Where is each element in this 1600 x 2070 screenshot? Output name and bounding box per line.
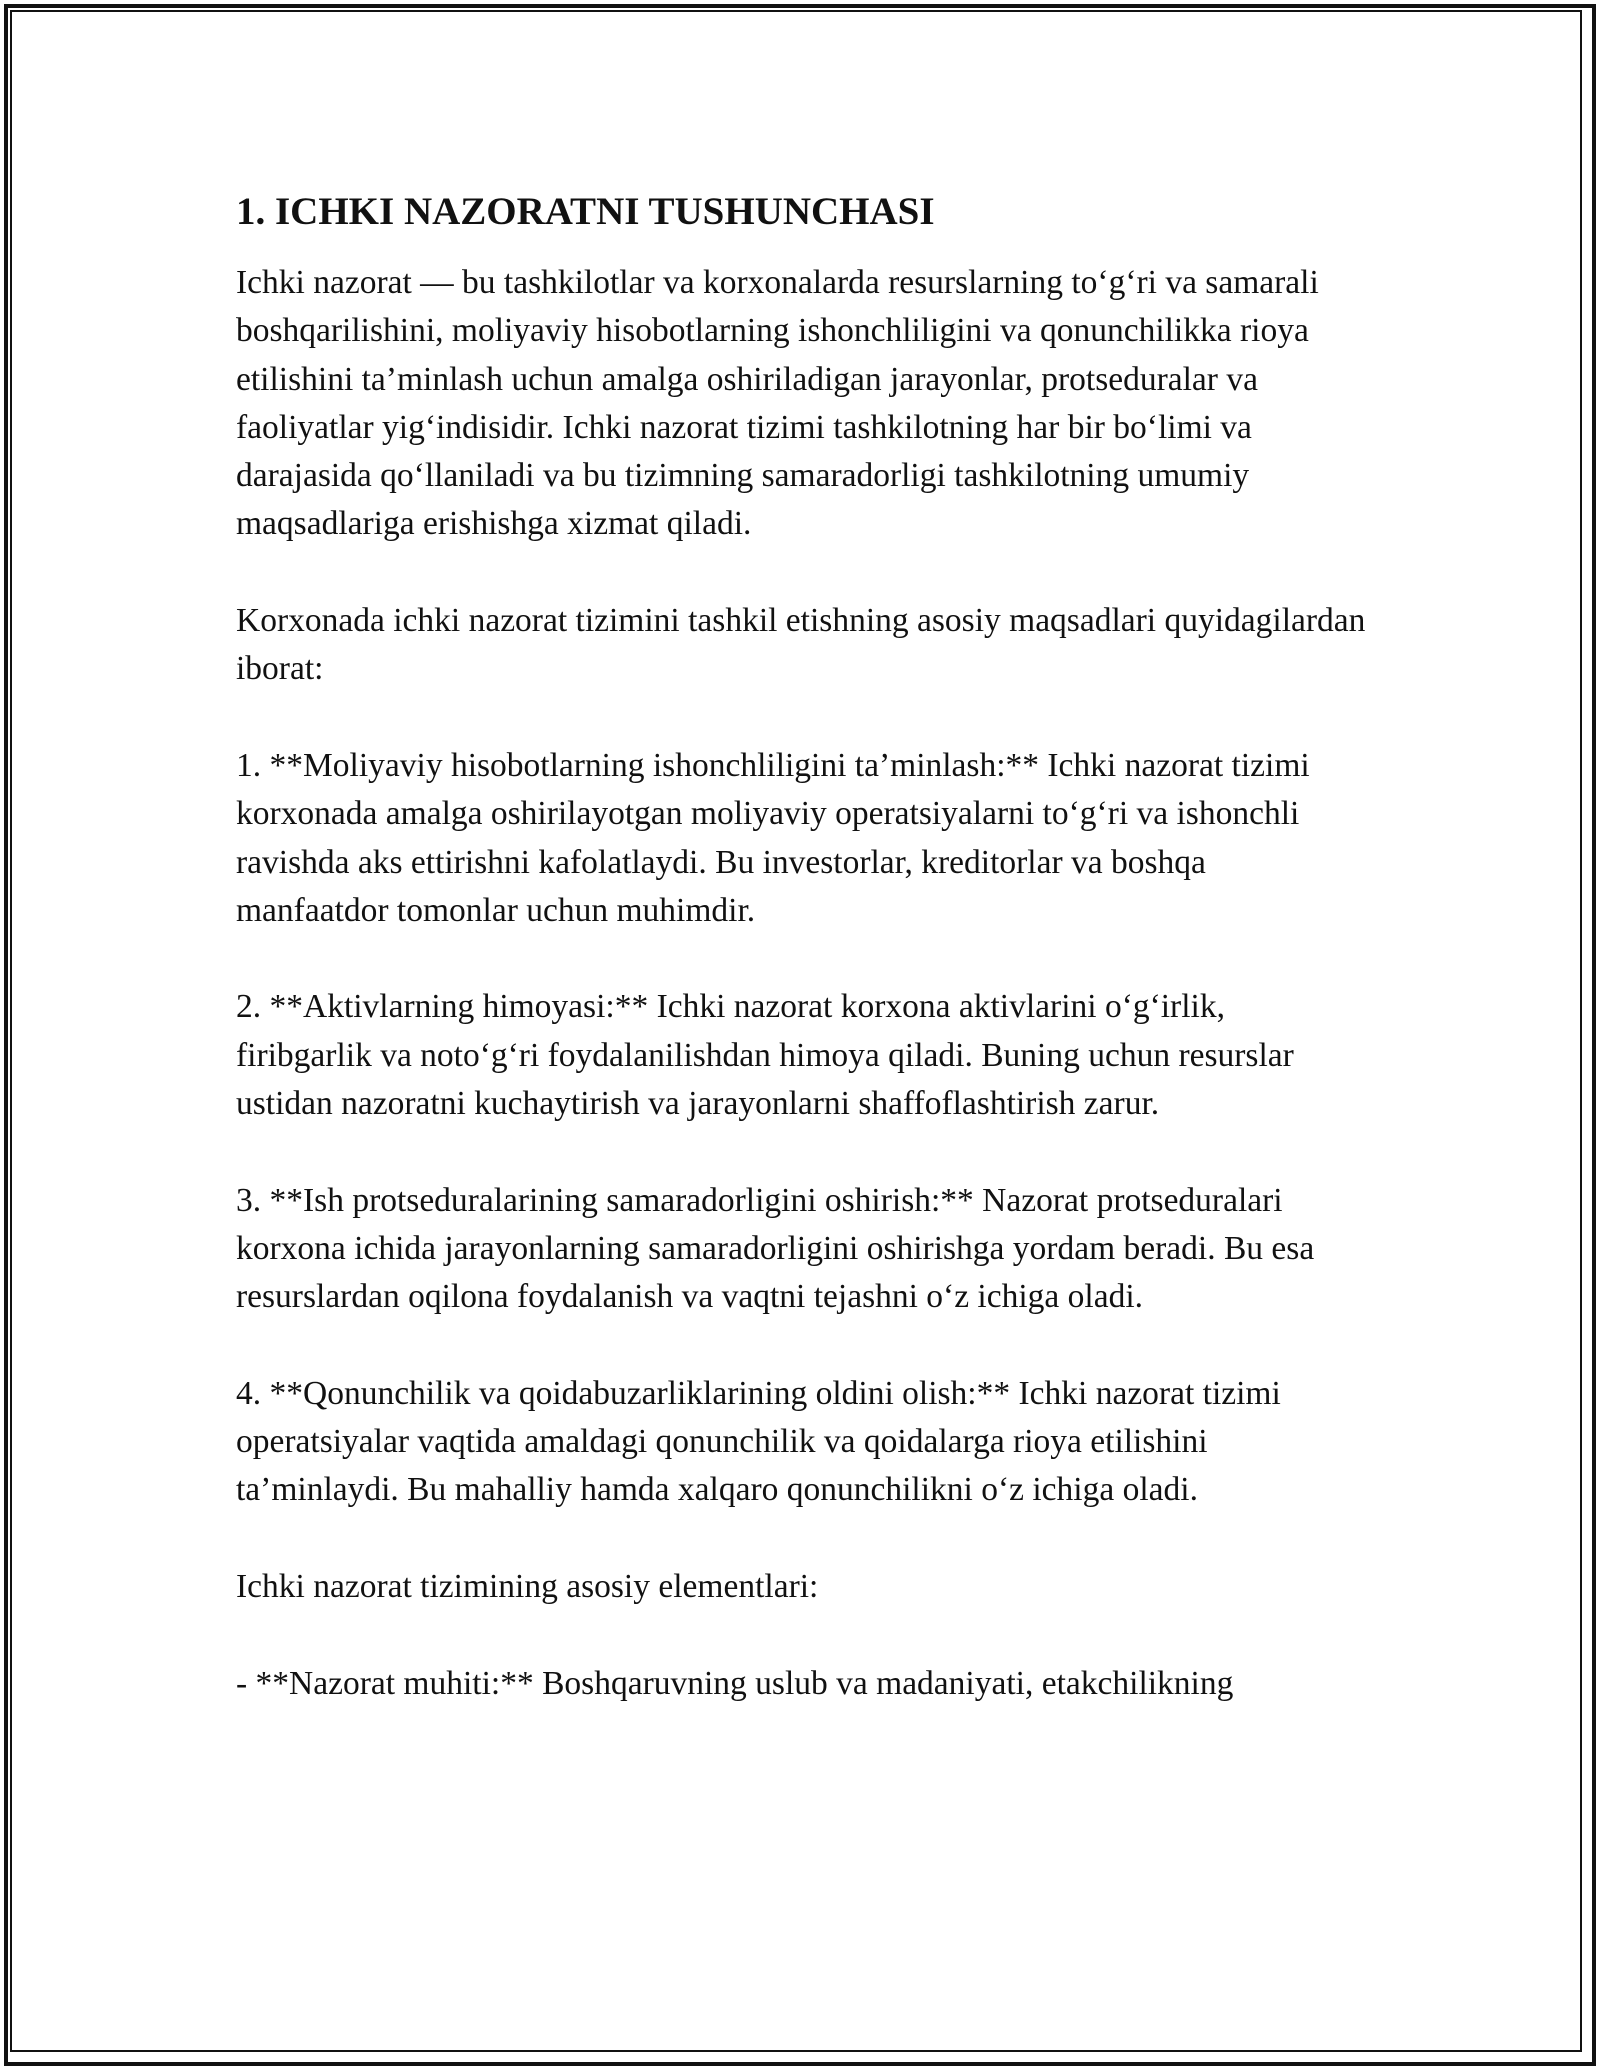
intro-paragraph: Ichki nazorat — bu tashkilotlar va korxonalarda resurslarning to‘g‘ri va samarali boshqarilishini, moliyaviy hisobotlarning ishonchliligini va qonunchilikka rioya etilishini ta’minlash uchun amalga oshiriladigan jarayonlar, protseduralar va faoliyatlar yig‘indisidir. Ichki nazorat tizimi tashkilotning har bir bo‘limi va darajasida qo‘llaniladi va bu tizimning samaradorligi tashkilotning umumiy maqsadlariga erishishga xizmat qiladi. bbox=[236, 264, 1319, 543]
goals-intro-paragraph: Korxonada ichki nazorat tizimini tashkil etishning asosiy maqsadlari quyidagilardan iborat: bbox=[236, 602, 1366, 688]
element-item-1: - **Nazorat muhiti:** Boshqaruvning uslub va madaniyati, etakchilikning bbox=[236, 1664, 1234, 1702]
goal-item-1: 1. **Moliyaviy hisobotlarning ishonchliligini ta’minlash:** Ichki nazorat tizimi korxonada amalga oshirilayotgan moliyaviy operatsiyalarni to‘g‘ri va ishonchli ravishda aks ettirishni kafolatlaydi. Bu investorlar, kreditorlar va boshqa manfaatdor tomonlar uchun muhimdir. bbox=[236, 746, 1310, 929]
document-body bbox=[236, 188, 1366, 1708]
goal-item-4: 4. **Qonunchilik va qoidabuzarliklarining oldini olish:** Ichki nazorat tizimi operatsiyalar vaqtida amaldagi qonunchilik va qoidalarga rioya etilishini ta’minlaydi. Bu mahalliy hamda xalqaro qonunchilikni o‘z ichiga oladi. bbox=[236, 1374, 1281, 1509]
goal-item-2: 2. **Aktivlarning himoyasi:** Ichki nazorat korxona aktivlarini o‘g‘irlik, firibgarlik va noto‘g‘ri foydalanilishdan himoya qiladi. Buning uchun resurslar ustidan nazoratni kuchaytirish va jarayonlarni shaffoflashtirish zarur. bbox=[236, 988, 1294, 1123]
section-heading: 1. ICHKI NAZORATNI TUSHUNCHASI bbox=[236, 190, 935, 233]
goal-item-3: 3. **Ish protseduralarining samaradorligini oshirish:** Nazorat protseduralari korxona ichida jarayonlarning samaradorligini oshirishga yordam beradi. Bu esa resurslardan oqilona foydalanish va vaqtni tejashni o‘z ichiga oladi. bbox=[236, 1181, 1315, 1316]
elements-intro-paragraph: Ichki nazorat tizimining asosiy elementlari: bbox=[236, 1568, 819, 1606]
